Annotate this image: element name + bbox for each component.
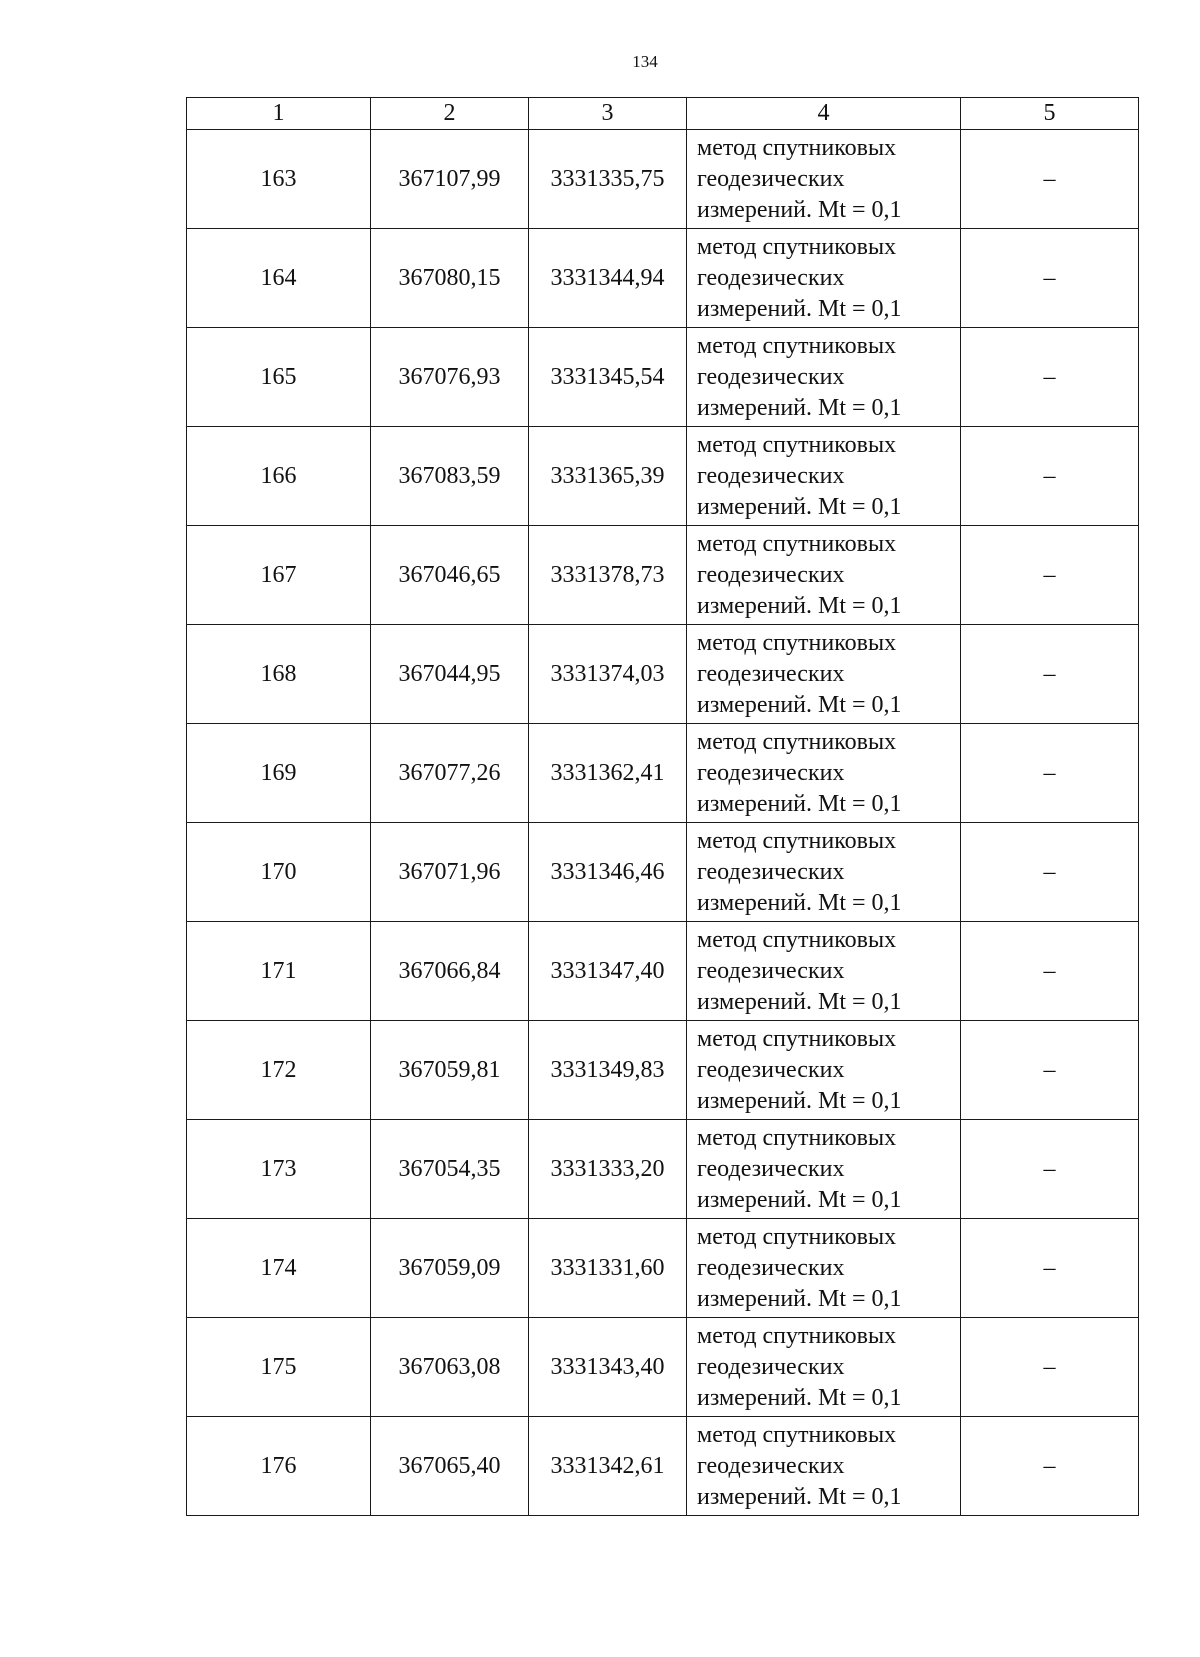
method-line: геодезических	[697, 1056, 845, 1083]
point-number-cell: 169	[187, 724, 371, 823]
table-row	[187, 823, 1139, 922]
y-coordinate-cell: 3331345,54	[529, 328, 687, 427]
table-row	[187, 229, 1139, 328]
method-cell	[687, 1318, 961, 1417]
y-coordinate-cell: 3331347,40	[529, 922, 687, 1021]
method-line: измерений. Mt = 0,1	[697, 691, 902, 718]
point-number-cell: 167	[187, 526, 371, 625]
method-line: геодезических	[697, 957, 845, 984]
method-line: измерений. Mt = 0,1	[697, 592, 902, 619]
x-coordinate-cell: 367044,95	[371, 625, 529, 724]
method-line: геодезических	[697, 363, 845, 390]
x-coordinate-cell: 367054,35	[371, 1120, 529, 1219]
method-line: измерений. Mt = 0,1	[697, 1285, 902, 1312]
note-cell: –	[961, 427, 1139, 526]
method-line: метод спутниковых	[697, 728, 897, 755]
table-row	[187, 427, 1139, 526]
coordinates-table	[186, 97, 1139, 1516]
y-coordinate-cell: 3331346,46	[529, 823, 687, 922]
point-number-cell: 163	[187, 130, 371, 229]
method-cell	[687, 922, 961, 1021]
header-row	[187, 98, 1139, 130]
point-number-cell: 168	[187, 625, 371, 724]
method-cell	[687, 1219, 961, 1318]
x-coordinate-cell: 367080,15	[371, 229, 529, 328]
note-cell: –	[961, 823, 1139, 922]
table-row	[187, 625, 1139, 724]
note-cell: –	[961, 526, 1139, 625]
method-line: метод спутниковых	[697, 1124, 897, 1151]
table-row	[187, 130, 1139, 229]
note-cell: –	[961, 229, 1139, 328]
table-row	[187, 922, 1139, 1021]
note-cell: –	[961, 328, 1139, 427]
point-number-cell: 166	[187, 427, 371, 526]
note-cell: –	[961, 922, 1139, 1021]
point-number-cell: 174	[187, 1219, 371, 1318]
table-row	[187, 1219, 1139, 1318]
method-line: метод спутниковых	[697, 926, 897, 953]
method-cell	[687, 1021, 961, 1120]
y-coordinate-cell: 3331378,73	[529, 526, 687, 625]
table-row	[187, 1021, 1139, 1120]
point-number-cell: 165	[187, 328, 371, 427]
method-line: метод спутниковых	[697, 629, 897, 656]
method-line: измерений. Mt = 0,1	[697, 394, 902, 421]
table-body	[187, 130, 1139, 1516]
method-line: измерений. Mt = 0,1	[697, 196, 902, 223]
note-cell: –	[961, 625, 1139, 724]
note-cell: –	[961, 1021, 1139, 1120]
method-line: измерений. Mt = 0,1	[697, 493, 902, 520]
point-number-cell: 173	[187, 1120, 371, 1219]
method-line: геодезических	[697, 462, 845, 489]
method-line: геодезических	[697, 1155, 845, 1182]
method-cell	[687, 328, 961, 427]
method-line: метод спутниковых	[697, 431, 897, 458]
method-line: измерений. Mt = 0,1	[697, 889, 902, 916]
method-line: геодезических	[697, 1353, 845, 1380]
header-col-2: 2	[371, 98, 529, 130]
method-line: геодезических	[697, 660, 845, 687]
note-cell: –	[961, 1120, 1139, 1219]
y-coordinate-cell: 3331331,60	[529, 1219, 687, 1318]
method-cell	[687, 130, 961, 229]
point-number-cell: 172	[187, 1021, 371, 1120]
method-cell	[687, 1120, 961, 1219]
method-line: измерений. Mt = 0,1	[697, 1186, 902, 1213]
x-coordinate-cell: 367065,40	[371, 1417, 529, 1516]
method-line: метод спутниковых	[697, 1322, 897, 1349]
method-line: метод спутниковых	[697, 134, 897, 161]
header-col-1: 1	[187, 98, 371, 130]
method-line: метод спутниковых	[697, 1223, 897, 1250]
y-coordinate-cell: 3331374,03	[529, 625, 687, 724]
method-line: измерений. Mt = 0,1	[697, 1483, 902, 1510]
method-line: измерений. Mt = 0,1	[697, 1384, 902, 1411]
header-col-4: 4	[687, 98, 961, 130]
method-line: измерений. Mt = 0,1	[697, 790, 902, 817]
table-header	[187, 98, 1139, 130]
point-number-cell: 170	[187, 823, 371, 922]
x-coordinate-cell: 367107,99	[371, 130, 529, 229]
table-row	[187, 328, 1139, 427]
method-cell	[687, 625, 961, 724]
method-cell	[687, 526, 961, 625]
header-col-5: 5	[961, 98, 1139, 130]
method-line: метод спутниковых	[697, 1025, 897, 1052]
y-coordinate-cell: 3331365,39	[529, 427, 687, 526]
method-cell	[687, 724, 961, 823]
note-cell: –	[961, 1219, 1139, 1318]
x-coordinate-cell: 367059,81	[371, 1021, 529, 1120]
note-cell: –	[961, 1318, 1139, 1417]
x-coordinate-cell: 367059,09	[371, 1219, 529, 1318]
method-line: измерений. Mt = 0,1	[697, 988, 902, 1015]
method-line: геодезических	[697, 858, 845, 885]
y-coordinate-cell: 3331344,94	[529, 229, 687, 328]
y-coordinate-cell: 3331333,20	[529, 1120, 687, 1219]
x-coordinate-cell: 367046,65	[371, 526, 529, 625]
table-row	[187, 526, 1139, 625]
point-number-cell: 175	[187, 1318, 371, 1417]
method-line: измерений. Mt = 0,1	[697, 1087, 902, 1114]
y-coordinate-cell: 3331342,61	[529, 1417, 687, 1516]
method-line: метод спутниковых	[697, 530, 897, 557]
y-coordinate-cell: 3331362,41	[529, 724, 687, 823]
method-line: геодезических	[697, 759, 845, 786]
method-line: геодезических	[697, 264, 845, 291]
point-number-cell: 164	[187, 229, 371, 328]
table-row	[187, 1120, 1139, 1219]
method-cell	[687, 427, 961, 526]
table-row	[187, 1417, 1139, 1516]
table-row	[187, 1318, 1139, 1417]
method-line: геодезических	[697, 165, 845, 192]
y-coordinate-cell: 3331349,83	[529, 1021, 687, 1120]
method-line: метод спутниковых	[697, 233, 897, 260]
table-row	[187, 724, 1139, 823]
page-number: 134	[632, 52, 658, 71]
x-coordinate-cell: 367063,08	[371, 1318, 529, 1417]
method-line: метод спутниковых	[697, 332, 897, 359]
method-line: геодезических	[697, 561, 845, 588]
x-coordinate-cell: 367083,59	[371, 427, 529, 526]
note-cell: –	[961, 130, 1139, 229]
method-cell	[687, 229, 961, 328]
x-coordinate-cell: 367071,96	[371, 823, 529, 922]
method-line: измерений. Mt = 0,1	[697, 295, 902, 322]
method-line: геодезических	[697, 1254, 845, 1281]
point-number-cell: 176	[187, 1417, 371, 1516]
method-cell	[687, 1417, 961, 1516]
header-col-3: 3	[529, 98, 687, 130]
point-number-cell: 171	[187, 922, 371, 1021]
y-coordinate-cell: 3331335,75	[529, 130, 687, 229]
method-line: метод спутниковых	[697, 1421, 897, 1448]
method-line: геодезических	[697, 1452, 845, 1479]
method-line: метод спутниковых	[697, 827, 897, 854]
method-cell	[687, 823, 961, 922]
x-coordinate-cell: 367066,84	[371, 922, 529, 1021]
y-coordinate-cell: 3331343,40	[529, 1318, 687, 1417]
x-coordinate-cell: 367077,26	[371, 724, 529, 823]
note-cell: –	[961, 724, 1139, 823]
note-cell: –	[961, 1417, 1139, 1516]
x-coordinate-cell: 367076,93	[371, 328, 529, 427]
